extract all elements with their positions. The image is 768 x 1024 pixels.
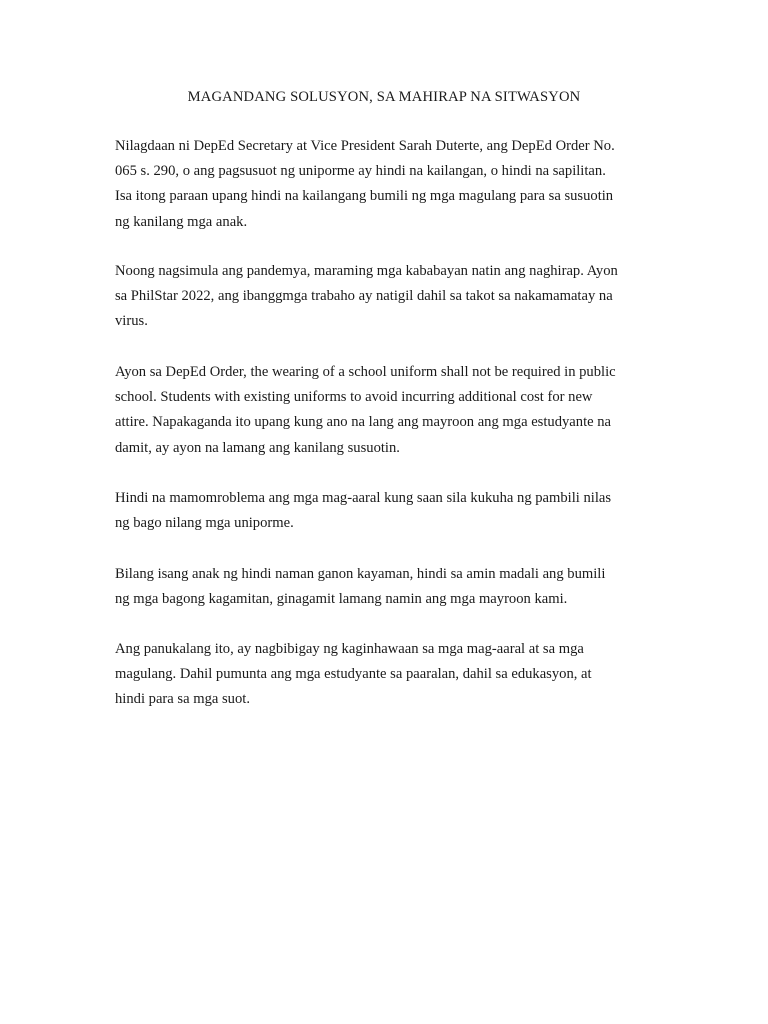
paragraph-line: Ayon sa DepEd Order, the wearing of a school uniform shall not be required in public	[115, 364, 616, 380]
paragraph-line: Hindi na mamomroblema ang mga mag-aaral kung saan sila kukuha ng pambili nilas	[115, 490, 612, 506]
paragraph-line: Isa itong paraan upang hindi na kailangang bumili ng mga magulang para sa susuotin	[115, 188, 614, 205]
paragraph-line: sa PhilStar 2022, ang ibanggmga trabaho ay natigil dahil sa takot sa nakamamatay na	[115, 288, 613, 305]
paragraph-line: damit, ay ayon na lamang ang kanilang susuotin.	[115, 439, 400, 456]
paragraph-line: virus.	[115, 313, 148, 330]
paragraph-line: school. Students with existing uniforms to avoid incurring additional cost for new	[115, 389, 593, 406]
paragraph-2	[115, 259, 660, 335]
paragraph-5	[115, 562, 660, 612]
paragraph-line: magulang. Dahil pumunta ang mga estudyante sa paaralan, dahil sa edukasyon, at	[115, 666, 592, 683]
paragraph-4	[115, 486, 660, 536]
paragraph-line: attire. Napakaganda ito upang kung ano na lang ang mayroon ang mga estudyante na	[115, 414, 612, 431]
paragraph-line: Bilang isang anak ng hindi naman ganon kayaman, hindi sa amin madali ang bumili	[115, 566, 606, 582]
paragraph-line: 065 s. 290, o ang pagsusuot ng uniporme ay hindi na kailangan, o hindi na sapilitan.	[115, 163, 606, 180]
paragraph-1	[115, 134, 660, 235]
paragraph-line: ng bago nilang mga uniporme.	[115, 515, 294, 532]
paragraph-line: Ang panukalang ito, ay nagbibigay ng kaginhawaan sa mga mag-aaral at sa mga	[115, 641, 584, 657]
paragraph-line: ng kanilang mga anak.	[115, 213, 248, 230]
paragraph-line: Nilagdaan ni DepEd Secretary at Vice President Sarah Duterte, ang DepEd Order No.	[115, 138, 615, 154]
paragraph-line: ng mga bagong kagamitan, ginagamit lamang namin ang mga mayroon kami.	[115, 591, 568, 608]
paragraph-line: Noong nagsimula ang pandemya, maraming mga kababayan natin ang naghirap. Ayon	[115, 263, 618, 279]
document-title: MAGANDANG SOLUSYON, SA MAHIRAP NA SITWASYON	[187, 89, 581, 105]
paragraph-6	[115, 637, 660, 713]
paragraph-line: hindi para sa mga suot.	[115, 691, 250, 708]
paragraph-3	[115, 360, 660, 461]
